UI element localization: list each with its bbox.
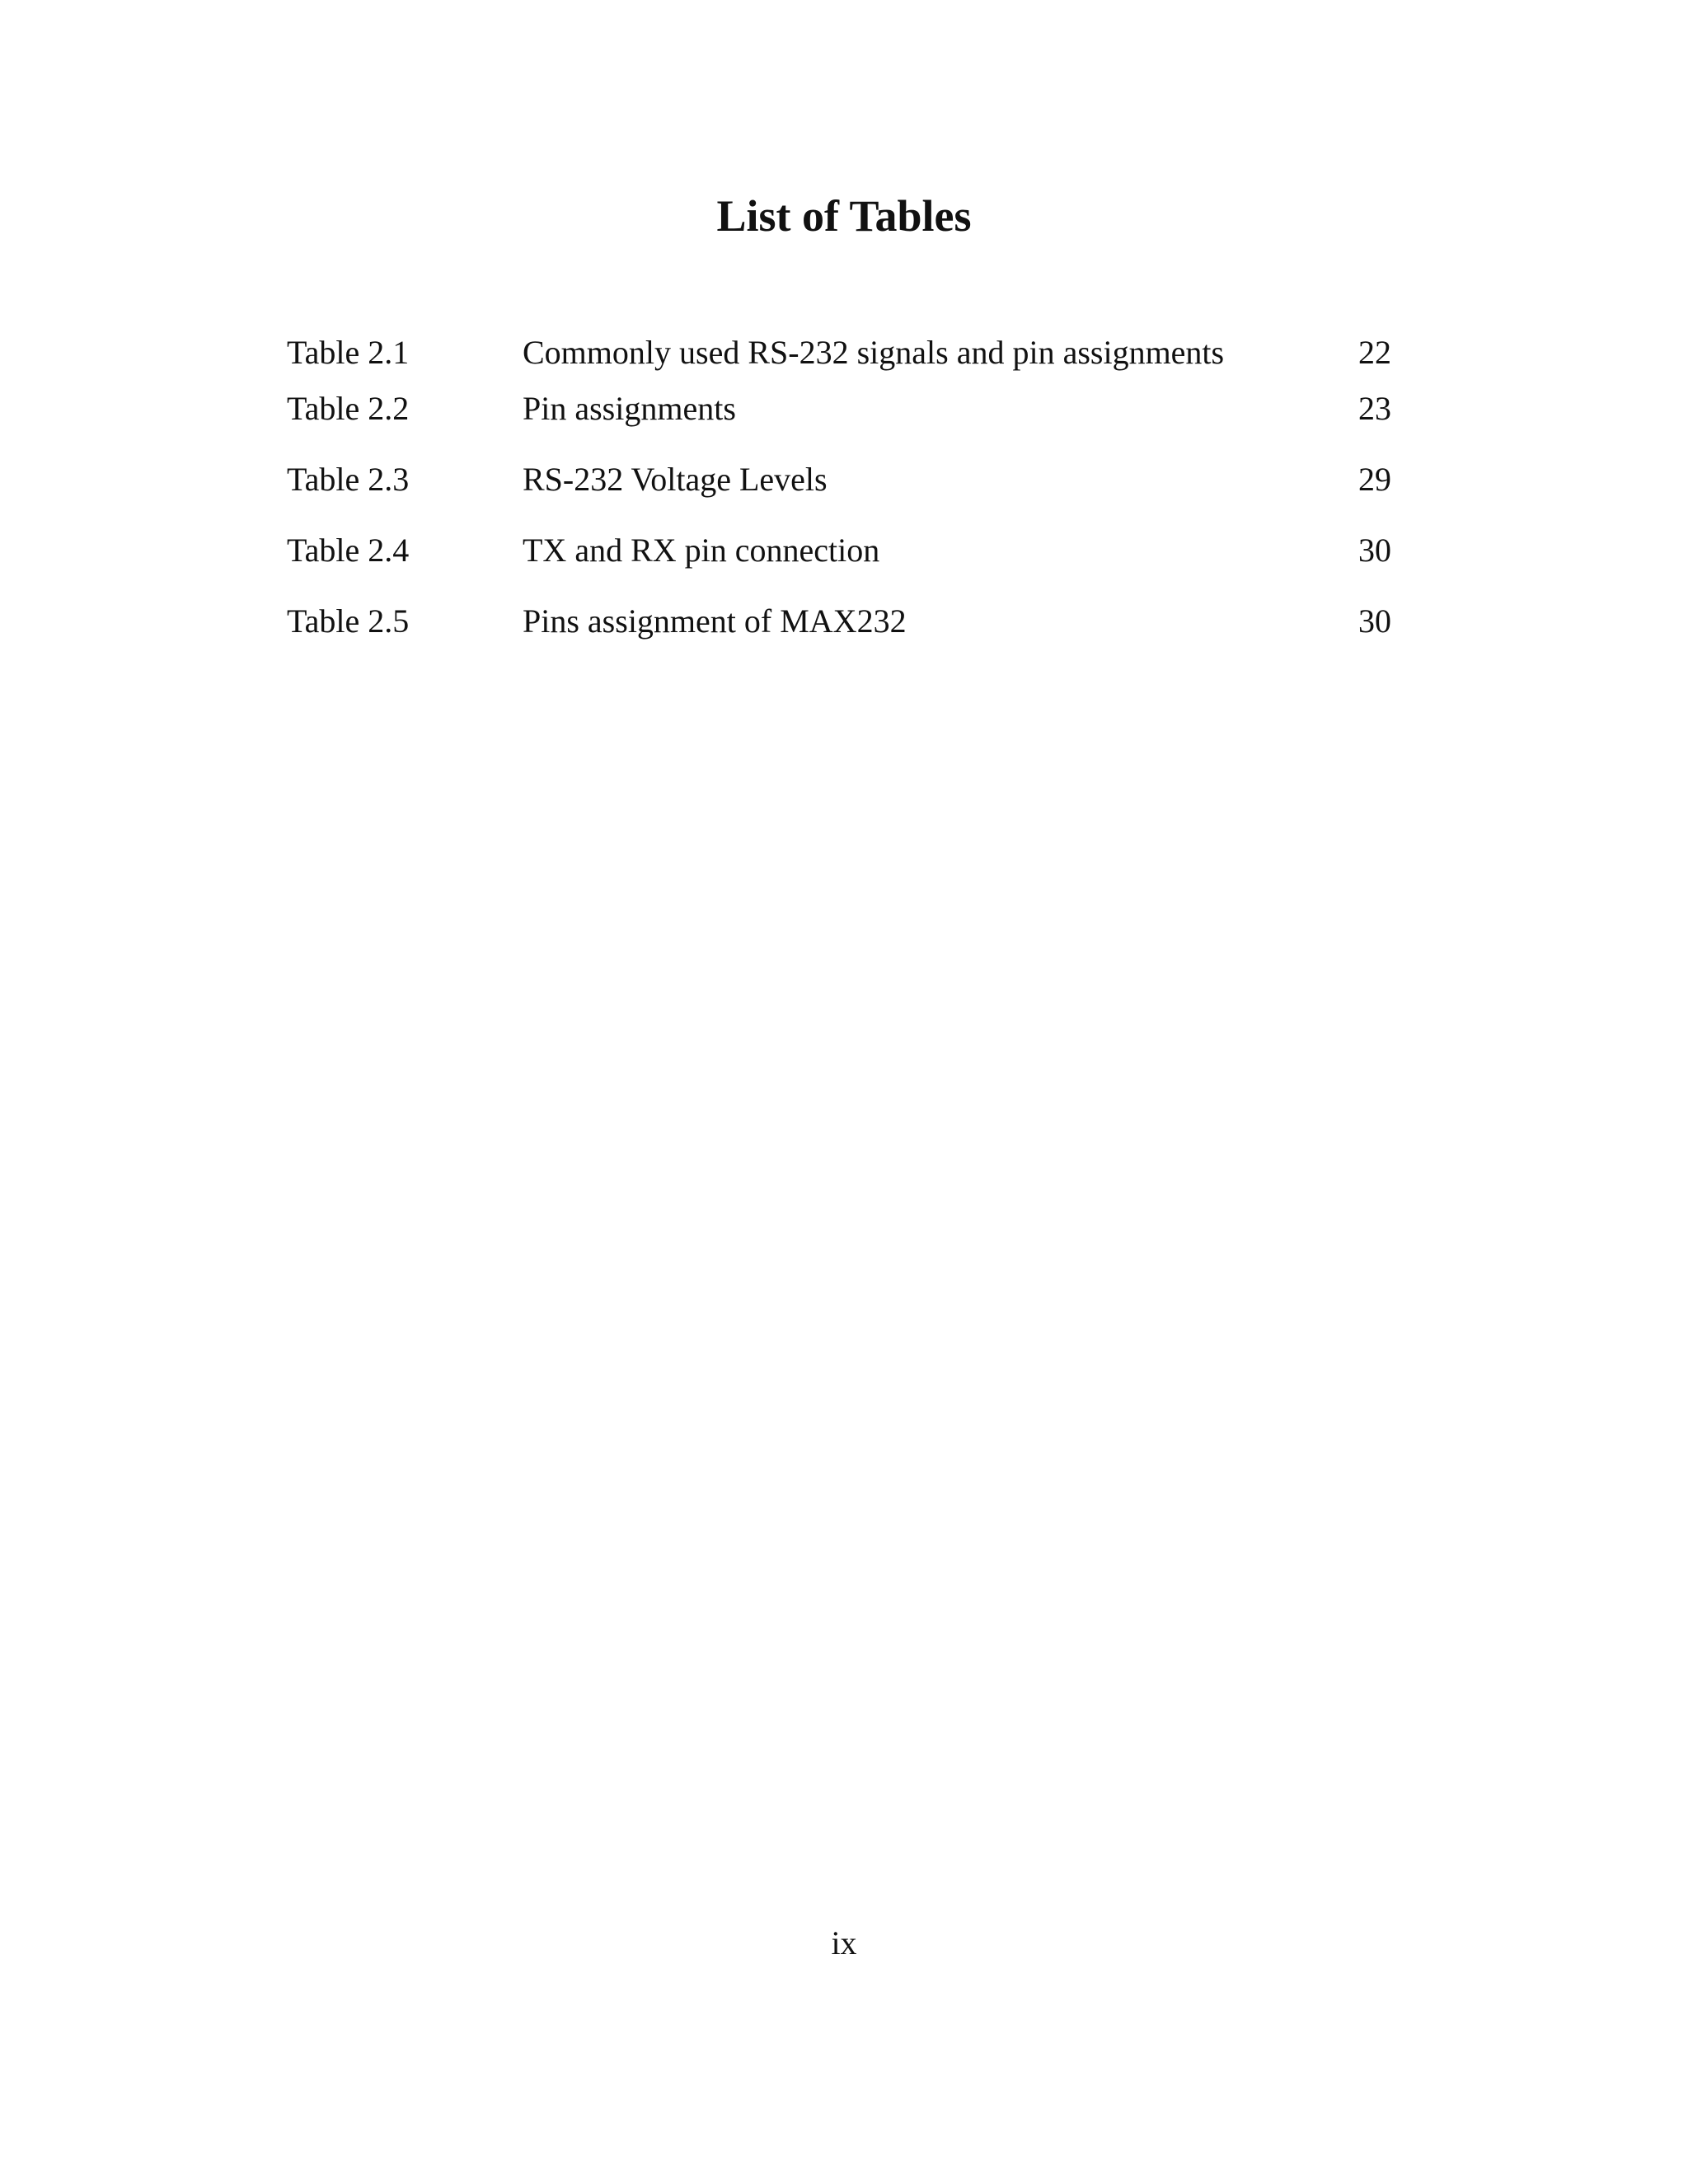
table-caption: RS-232 Voltage Levels	[523, 461, 828, 498]
toc-entry[interactable]	[287, 330, 1391, 376]
table-page-number: 30	[1358, 532, 1391, 569]
table-page-number: 22	[1358, 334, 1391, 371]
table-page-number: 29	[1358, 461, 1391, 498]
table-label: Table 2.4	[287, 532, 410, 569]
page-number: ix	[831, 1924, 857, 1961]
table-page-number: 23	[1358, 390, 1391, 427]
table-page-number: 30	[1358, 602, 1391, 640]
toc-entry[interactable]	[287, 457, 1391, 503]
toc-entry[interactable]	[287, 527, 1391, 574]
table-caption: TX and RX pin connection	[523, 532, 880, 569]
table-label: Table 2.2	[287, 390, 410, 427]
table-label: Table 2.5	[287, 602, 410, 640]
table-label: Table 2.1	[287, 334, 410, 371]
table-caption: Pin assignments	[523, 390, 736, 427]
table-caption: Commonly used RS-232 signals and pin assignments	[523, 334, 1225, 371]
toc-entry[interactable]	[287, 386, 1391, 432]
page-title: List of Tables	[716, 191, 972, 241]
table-label: Table 2.3	[287, 461, 410, 498]
table-caption: Pins assignment of MAX232	[523, 602, 907, 640]
toc-entry[interactable]	[287, 598, 1391, 644]
